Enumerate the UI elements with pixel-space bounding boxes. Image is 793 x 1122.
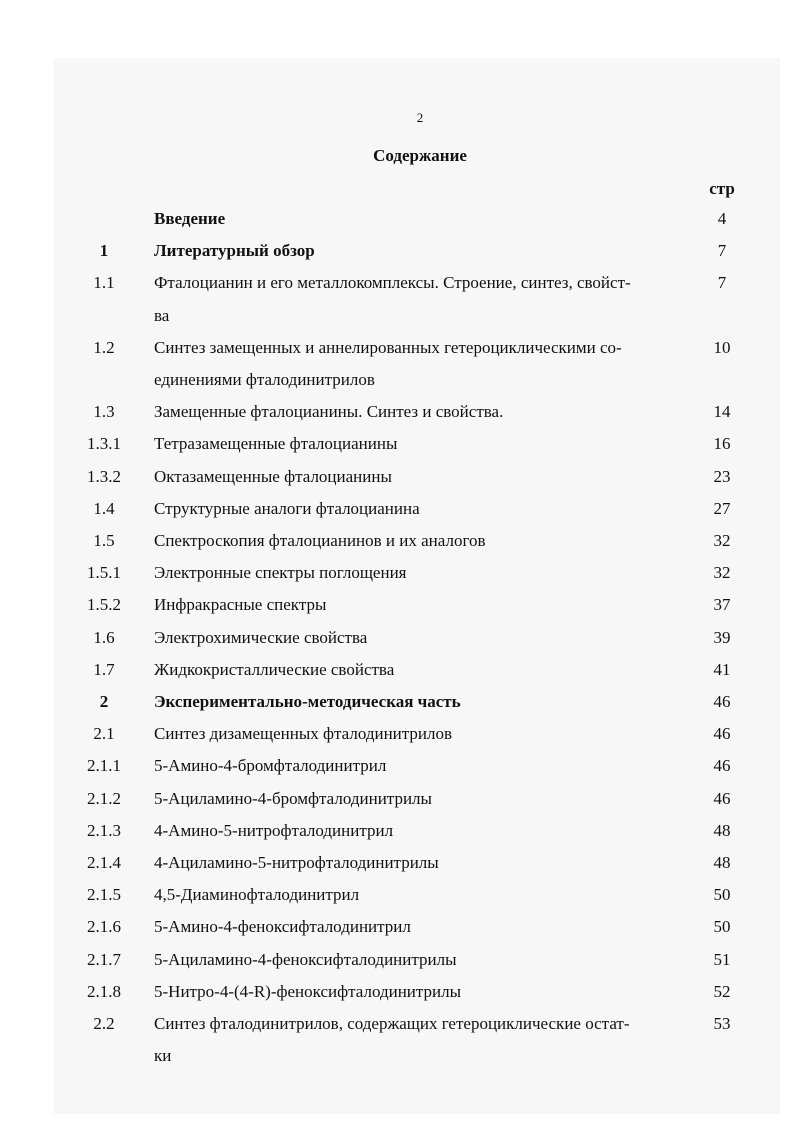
toc-entry <box>0 589 793 621</box>
toc-entry-page: 50 <box>713 917 731 937</box>
toc-entry-number: 1.3 <box>93 402 115 422</box>
toc-entry-number: 2.1.8 <box>87 981 121 1001</box>
toc-entry-page: 46 <box>713 756 731 776</box>
toc-entry-number: 2 <box>99 692 109 712</box>
toc-entry-page: 23 <box>713 466 731 486</box>
toc-entry-page: 53 <box>713 1014 731 1034</box>
toc-entry-page: 46 <box>713 724 731 744</box>
toc-entry-number: 1.2 <box>93 337 115 357</box>
toc-entry-number: 2.1.6 <box>87 917 121 937</box>
toc-entry-title: 5-Амино-4-феноксифталодинитрил <box>154 917 411 937</box>
toc-entry-number: 1.1 <box>93 273 115 293</box>
toc-entry <box>0 847 793 879</box>
toc-entry-page: 48 <box>713 853 731 873</box>
toc-entry <box>0 911 793 943</box>
toc-entry-page: 14 <box>713 402 731 422</box>
toc-entry-number: 2.1.1 <box>87 756 121 776</box>
toc-entry <box>0 622 793 654</box>
toc-entry-page: 52 <box>713 981 731 1001</box>
toc-entry <box>0 750 793 782</box>
toc-entry-number: 1.5.1 <box>87 563 121 583</box>
toc-entry-title: Тетразамещенные фталоцианины <box>154 434 398 454</box>
toc-entry-page: 32 <box>713 531 731 551</box>
toc-entry-number: 1.5 <box>93 531 115 551</box>
toc-entry-title-continuation: единениями фталодинитрилов <box>154 370 375 390</box>
toc-entry-title: 4-Ациламино-5-нитрофталодинитрилы <box>154 853 439 873</box>
page-number: 2 <box>416 110 424 125</box>
toc-entry <box>0 976 793 1008</box>
toc-entry-title: 5-Ациламино-4-бромфталодинитрилы <box>154 788 432 808</box>
toc-entry-number: 2.1.3 <box>87 820 121 840</box>
toc-entry-title: Инфракрасные спектры <box>154 595 327 615</box>
table-of-contents <box>0 203 793 1072</box>
toc-entry-title: 5-Нитро-4-(4-R)-феноксифталодинитрилы <box>154 981 462 1001</box>
toc-entry-number: 2.1.4 <box>87 853 121 873</box>
toc-entry-number: 2.1.2 <box>87 788 121 808</box>
toc-entry <box>0 944 793 976</box>
toc-entry-title: Синтез дизамещенных фталодинитрилов <box>154 724 453 744</box>
toc-entry-number: 1 <box>99 241 109 261</box>
toc-entry-title: Структурные аналоги фталоцианина <box>154 498 420 518</box>
toc-entry-number: 1.5.2 <box>87 595 121 615</box>
toc-entry-page: 32 <box>713 563 731 583</box>
toc-entry-page: 7 <box>717 241 727 261</box>
toc-entry-title: Введение <box>154 209 226 228</box>
toc-entry-number: 2.1.7 <box>87 949 121 969</box>
toc-entry-title: Литературный обзор <box>154 241 315 261</box>
toc-entry-number: 1.4 <box>93 498 115 518</box>
toc-entry-title: Электрохимические свойства <box>154 627 368 647</box>
toc-entry-title: Спектроскопия фталоцианинов и их аналогов <box>154 531 486 551</box>
toc-entry-number: 2.1 <box>93 724 115 744</box>
toc-entry <box>0 267 793 331</box>
toc-entry-page: 16 <box>713 434 731 454</box>
toc-entry <box>0 396 793 428</box>
toc-entry-title-continuation: ва <box>154 305 170 325</box>
toc-entry <box>0 461 793 493</box>
toc-entry-page: 4 <box>717 209 727 228</box>
toc-entry-page: 10 <box>713 337 731 357</box>
toc-entry-page: 46 <box>713 692 731 712</box>
toc-entry <box>0 493 793 525</box>
page-title: Содержание <box>373 146 467 165</box>
toc-entry-number: 1.3.2 <box>87 466 121 486</box>
toc-entry-number: 1.7 <box>93 659 115 679</box>
toc-entry-number: 1.3.1 <box>87 434 121 454</box>
toc-entry-title: 4-Амино-5-нитрофталодинитрил <box>154 820 394 840</box>
toc-entry-page: 7 <box>717 273 727 293</box>
toc-entry-title: 5-Ациламино-4-феноксифталодинитрилы <box>154 949 457 969</box>
toc-entry-title: Синтез замещенных и аннелированных гетероциклическими со- <box>154 337 622 357</box>
toc-entry <box>0 428 793 460</box>
toc-entry <box>0 654 793 686</box>
toc-entry-page: 46 <box>713 788 731 808</box>
toc-entry-title: Фталоцианин и его металлокомплексы. Строение, синтез, свойст- <box>154 273 631 293</box>
toc-entry-title: Синтез фталодинитрилов, содержащих гетероциклические остат- <box>154 1014 630 1034</box>
page-column-header: стр <box>709 179 735 198</box>
toc-entry-title-continuation: ки <box>154 1046 172 1066</box>
toc-entry-page: 27 <box>713 498 731 518</box>
toc-entry <box>0 783 793 815</box>
toc-entry <box>0 686 793 718</box>
toc-entry-page: 39 <box>713 627 731 647</box>
toc-entry <box>0 815 793 847</box>
toc-entry-title: 4,5-Диаминофталодинитрил <box>154 885 360 905</box>
toc-entry-title: 5-Амино-4-бромфталодинитрил <box>154 756 387 776</box>
toc-entry-title: Жидкокристаллические свойства <box>154 659 395 679</box>
toc-entry <box>0 879 793 911</box>
toc-entry <box>0 203 793 235</box>
toc-entry-page: 51 <box>713 949 731 969</box>
toc-entry <box>0 718 793 750</box>
toc-entry <box>0 235 793 267</box>
toc-entry-number: 2.1.5 <box>87 885 121 905</box>
toc-entry-page: 37 <box>713 595 731 615</box>
toc-entry-page: 48 <box>713 820 731 840</box>
toc-entry-title: Замещенные фталоцианины. Синтез и свойства. <box>154 402 504 422</box>
toc-entry <box>0 1008 793 1072</box>
toc-entry-number: 2.2 <box>93 1014 115 1034</box>
toc-entry-title: Экспериментально-методическая часть <box>154 692 461 712</box>
toc-entry-page: 41 <box>713 659 731 679</box>
toc-entry-title: Октазамещенные фталоцианины <box>154 466 392 486</box>
toc-entry <box>0 525 793 557</box>
toc-entry <box>0 557 793 589</box>
toc-entry-page: 50 <box>713 885 731 905</box>
toc-entry <box>0 332 793 396</box>
toc-entry-number: 1.6 <box>93 627 115 647</box>
toc-entry-title: Электронные спектры поглощения <box>154 563 407 583</box>
